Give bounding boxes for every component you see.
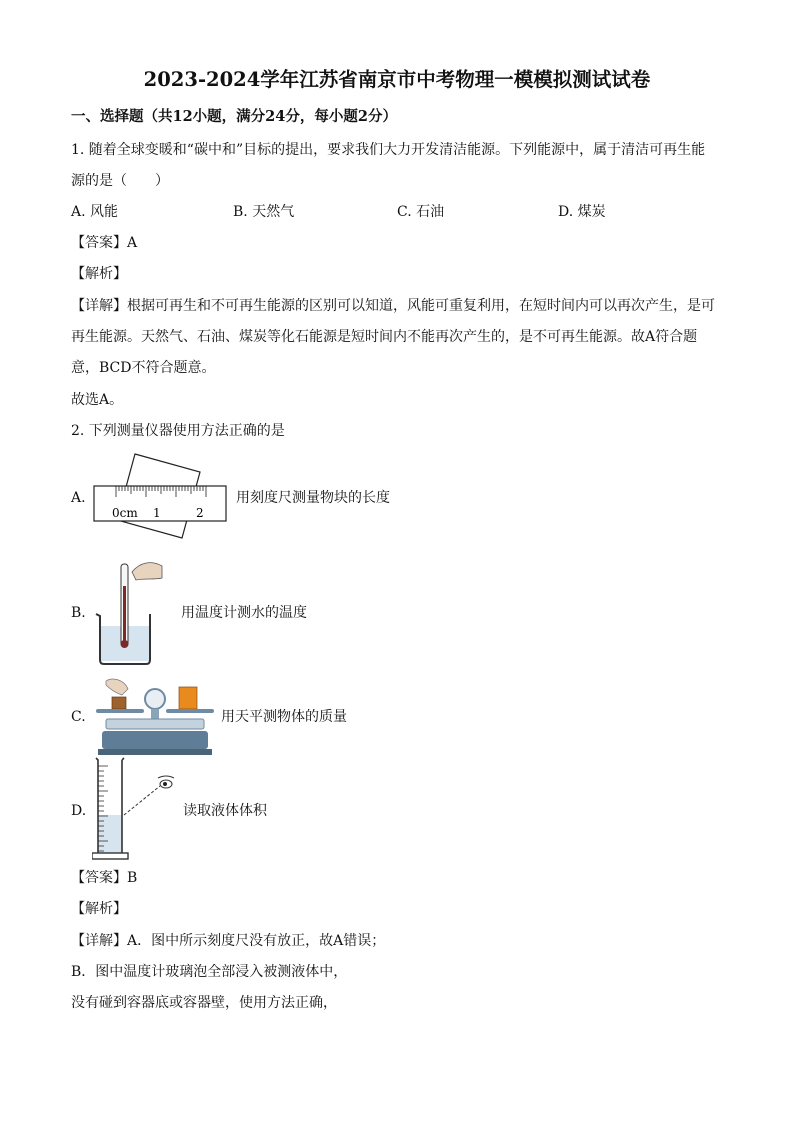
balance-figure <box>92 675 218 757</box>
eye-pupil <box>163 782 167 786</box>
graduated-cylinder-figure <box>92 756 182 862</box>
q2-option-c-letter: C. <box>71 709 86 725</box>
q2-option-b-caption: 用温度计测水的温度 <box>181 605 307 621</box>
ruler-label-2: 2 <box>196 506 204 520</box>
hand-icon <box>106 679 128 695</box>
hand-icon <box>132 563 162 580</box>
q1-detail-line1: 【详解】根据可再生和不可再生能源的区别可以知道，风能可重复利用，在短时间内可以再次产生，是可 <box>71 298 715 314</box>
q2-analysis-label: 【解析】 <box>71 901 127 917</box>
q2-option-a-caption: 用刻度尺测量物块的长度 <box>236 490 390 506</box>
q2-detail-line2: B．图中温度计玻璃泡全部浸入被测液体中， <box>71 964 348 980</box>
orange-object <box>179 687 197 709</box>
thermometer-bulb <box>121 640 129 648</box>
balance-dial <box>145 689 165 709</box>
q2-option-d-caption: 读取液体体积 <box>183 803 267 819</box>
section-heading-choice: 一、选择题（共12小题，满分24分，每小题2分） <box>71 108 397 125</box>
weight-block <box>112 697 126 709</box>
q2-answer: 【答案】B <box>71 870 138 886</box>
left-pan <box>96 709 144 713</box>
ruler-label-0: 0cm <box>112 506 138 520</box>
q1-option-d: D. 煤炭 <box>558 204 606 220</box>
q2-option-d-letter: D. <box>71 803 87 819</box>
thermometer-beaker-figure <box>92 556 172 668</box>
q2-detail-line1: 【详解】A．图中所示刻度尺没有放正，故A错误； <box>71 933 386 949</box>
eyebrow <box>158 776 174 778</box>
q2-option-b-letter: B. <box>71 605 86 621</box>
right-pan <box>166 709 214 713</box>
sight-line <box>124 786 160 815</box>
ruler-label-1: 1 <box>153 506 161 520</box>
q1-option-a: A. 风能 <box>71 204 119 220</box>
q2-detail-line3: 没有碰到容器底或容器壁，使用方法正确， <box>71 995 337 1011</box>
q1-stem-line2: 源的是（ ） <box>71 173 169 189</box>
balance-foot <box>98 749 212 755</box>
cylinder-base <box>92 853 128 859</box>
ruler-block-figure <box>92 450 232 542</box>
q1-detail-line3: 意，BCD不符合题意。 <box>71 360 216 376</box>
q1-option-c: C. 石油 <box>397 204 445 220</box>
q1-conclusion: 故选A。 <box>71 392 124 408</box>
q2-option-c-caption: 用天平测物体的质量 <box>221 709 347 725</box>
q1-analysis-label: 【解析】 <box>71 266 127 282</box>
q1-answer: 【答案】A <box>71 235 138 251</box>
q2-stem: 2. 下列测量仪器使用方法正确的是 <box>71 423 285 439</box>
balance-base <box>102 731 208 749</box>
q1-detail-line2: 再生能源。天然气、石油、煤炭等化石能源是短时间内不能再次产生的，是不可再生能源。故A符合题 <box>71 329 698 345</box>
balance-beam <box>106 719 204 729</box>
q2-option-a-letter: A. <box>71 490 86 506</box>
thermometer-liquid <box>123 586 126 644</box>
document-title: 2023-2024学年江苏省南京市中考物理一模模拟测试试卷 <box>143 68 651 91</box>
q1-stem-line1: 1. 随着全球变暖和“碳中和”目标的提出，要求我们大力开发清洁能源。下列能源中，属于清洁可再生能 <box>71 142 706 158</box>
q1-option-b: B. 天然气 <box>233 204 295 220</box>
